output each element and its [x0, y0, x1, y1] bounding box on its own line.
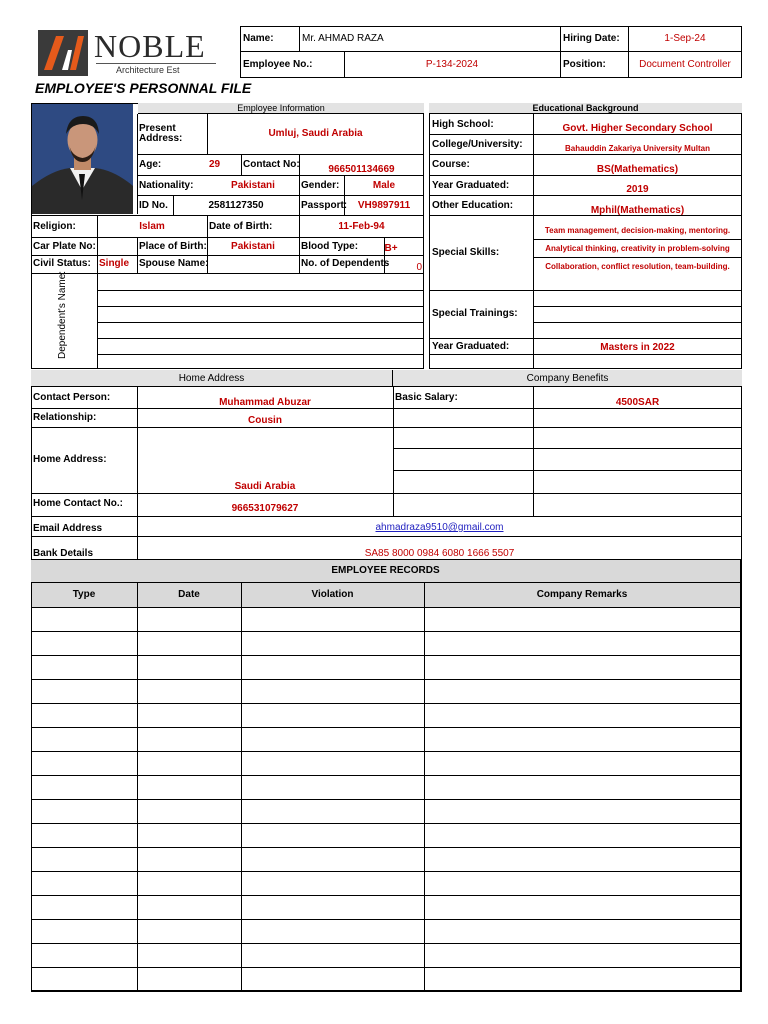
age-value[interactable]: 29: [209, 159, 221, 170]
education-title: Educational Background: [429, 103, 742, 114]
position-value[interactable]: Document Controller: [639, 59, 731, 70]
religion-value[interactable]: Islam: [139, 221, 165, 232]
record-row-line: [31, 607, 742, 608]
hiring-date-label: Hiring Date:: [563, 33, 620, 44]
dependents-count-label: No. of Dependents: [301, 258, 390, 269]
gender-label: Gender:: [301, 180, 340, 191]
record-row-line: [31, 943, 742, 944]
record-row-line: [31, 871, 742, 872]
record-row-line: [31, 775, 742, 776]
passport-value[interactable]: VH9897911: [357, 200, 411, 211]
civil-status-value[interactable]: Single: [99, 258, 130, 269]
college-value[interactable]: Bahauddin Zakariya University Multan: [565, 144, 710, 153]
record-row-line: [31, 823, 742, 824]
contact-no-value[interactable]: 966501134669: [328, 164, 395, 175]
present-address-label: Present Address:: [139, 124, 183, 144]
document-title: EMPLOYEE'S PERSONNAL FILE: [35, 80, 252, 96]
spouse-name-label: Spouse Name:: [139, 258, 209, 269]
employee-records-title: EMPLOYEE RECORDS: [31, 560, 742, 583]
bank-details-value[interactable]: SA85 8000 0984 6080 1666 5507: [364, 548, 515, 559]
record-row-line: [31, 919, 742, 920]
gender-value[interactable]: Male: [372, 180, 396, 191]
record-row-line: [31, 727, 742, 728]
nationality-value[interactable]: Pakistani: [231, 180, 275, 191]
record-row-line: [31, 967, 742, 968]
course-value[interactable]: BS(Mathematics): [596, 164, 679, 175]
employee-no-label: Employee No.:: [243, 59, 313, 70]
other-education-value[interactable]: Mphil(Mathematics): [590, 205, 685, 216]
relationship-label: Relationship:: [33, 412, 97, 423]
contact-person-label: Contact Person:: [33, 392, 111, 403]
course-label: Course:: [432, 159, 470, 170]
company-logo: [34, 26, 220, 78]
record-row-line: [31, 679, 742, 680]
record-row-line: [31, 991, 742, 992]
contact-person-value[interactable]: Muhammad Abuzar: [219, 397, 311, 408]
records-col-remarks: Company Remarks: [536, 589, 628, 600]
high-school-value[interactable]: Govt. Higher Secondary School: [562, 123, 713, 134]
company-tagline: Architecture Est: [116, 65, 180, 75]
employee-info-title: Employee Information: [138, 103, 424, 114]
employee-no-value[interactable]: P-134-2024: [425, 59, 479, 70]
special-skill-3[interactable]: Collaboration, conflict resolution, team-building.: [545, 262, 730, 271]
home-contact-label: Home Contact No.:: [33, 498, 123, 509]
logo-mark-icon: [38, 30, 88, 76]
id-no-value[interactable]: 2581127350: [208, 200, 264, 211]
company-benefits-title: Company Benefits: [393, 370, 742, 387]
basic-salary-value[interactable]: 4500SAR: [615, 397, 660, 408]
place-of-birth-value[interactable]: Pakistani: [231, 241, 275, 252]
record-row-line: [31, 703, 742, 704]
name-value[interactable]: Mr. AHMAD RAZA: [302, 33, 384, 44]
year-graduated-2-value[interactable]: Masters in 2022: [600, 342, 675, 353]
nationality-label: Nationality:: [139, 180, 194, 191]
hiring-date-value[interactable]: 1-Sep-24: [664, 33, 706, 44]
place-of-birth-label: Place of Birth:: [139, 241, 207, 252]
civil-status-label: Civil Status:: [33, 258, 91, 269]
record-row-line: [31, 631, 742, 632]
record-row-line: [31, 847, 742, 848]
relationship-value[interactable]: Cousin: [248, 415, 282, 426]
record-row-line: [31, 655, 742, 656]
employee-photo: [32, 104, 133, 214]
year-graduated-value[interactable]: 2019: [626, 184, 649, 195]
year-graduated-label: Year Graduated:: [432, 180, 510, 191]
record-row-line: [31, 751, 742, 752]
dependents-count-value[interactable]: 0: [416, 262, 422, 273]
records-col-date: Date: [178, 589, 200, 600]
id-no-label: ID No.: [139, 200, 168, 211]
contact-no-label: Contact No:: [243, 159, 300, 170]
dependents-name-label: Dependent's Name:: [57, 270, 68, 359]
passport-label: Passport:: [301, 200, 348, 211]
dob-label: Date of Birth:: [209, 221, 273, 232]
company-name: NOBLE: [94, 28, 206, 64]
email-label: Email Address: [33, 523, 103, 534]
present-address-value[interactable]: Umluj, Saudi Arabia: [268, 128, 363, 139]
name-label: Name:: [243, 33, 274, 44]
records-col-type: Type: [72, 589, 96, 600]
special-skill-2[interactable]: Analytical thinking, creativity in problem-solving: [545, 244, 730, 253]
car-plate-label: Car Plate No:: [33, 241, 96, 252]
home-address-title: Home Address: [31, 370, 393, 387]
year-graduated-2-label: Year Graduated:: [432, 341, 510, 352]
high-school-label: High School:: [432, 119, 494, 130]
home-contact-value[interactable]: 966531079627: [231, 503, 299, 514]
home-address-value[interactable]: Saudi Arabia: [234, 481, 296, 492]
position-label: Position:: [563, 59, 606, 70]
special-skill-1[interactable]: Team management, decision-making, mentoring.: [544, 226, 731, 235]
bank-details-label: Bank Details: [33, 548, 94, 559]
age-label: Age:: [139, 159, 162, 170]
college-label: College/University:: [432, 139, 523, 150]
record-row-line: [31, 895, 742, 896]
dob-value[interactable]: 11-Feb-94: [338, 221, 385, 232]
home-address-label: Home Address:: [33, 454, 107, 465]
special-skills-label: Special Skills:: [432, 247, 500, 258]
record-row-line: [31, 799, 742, 800]
religion-label: Religion:: [33, 221, 76, 232]
special-trainings-label: Special Trainings:: [432, 308, 518, 319]
email-link[interactable]: ahmadraza9510@gmail.com: [375, 522, 504, 533]
blood-type-value[interactable]: B+: [384, 243, 398, 254]
basic-salary-label: Basic Salary:: [395, 392, 458, 403]
records-col-violation: Violation: [311, 589, 354, 600]
blood-type-label: Blood Type:: [301, 241, 359, 252]
other-education-label: Other Education:: [432, 200, 514, 211]
